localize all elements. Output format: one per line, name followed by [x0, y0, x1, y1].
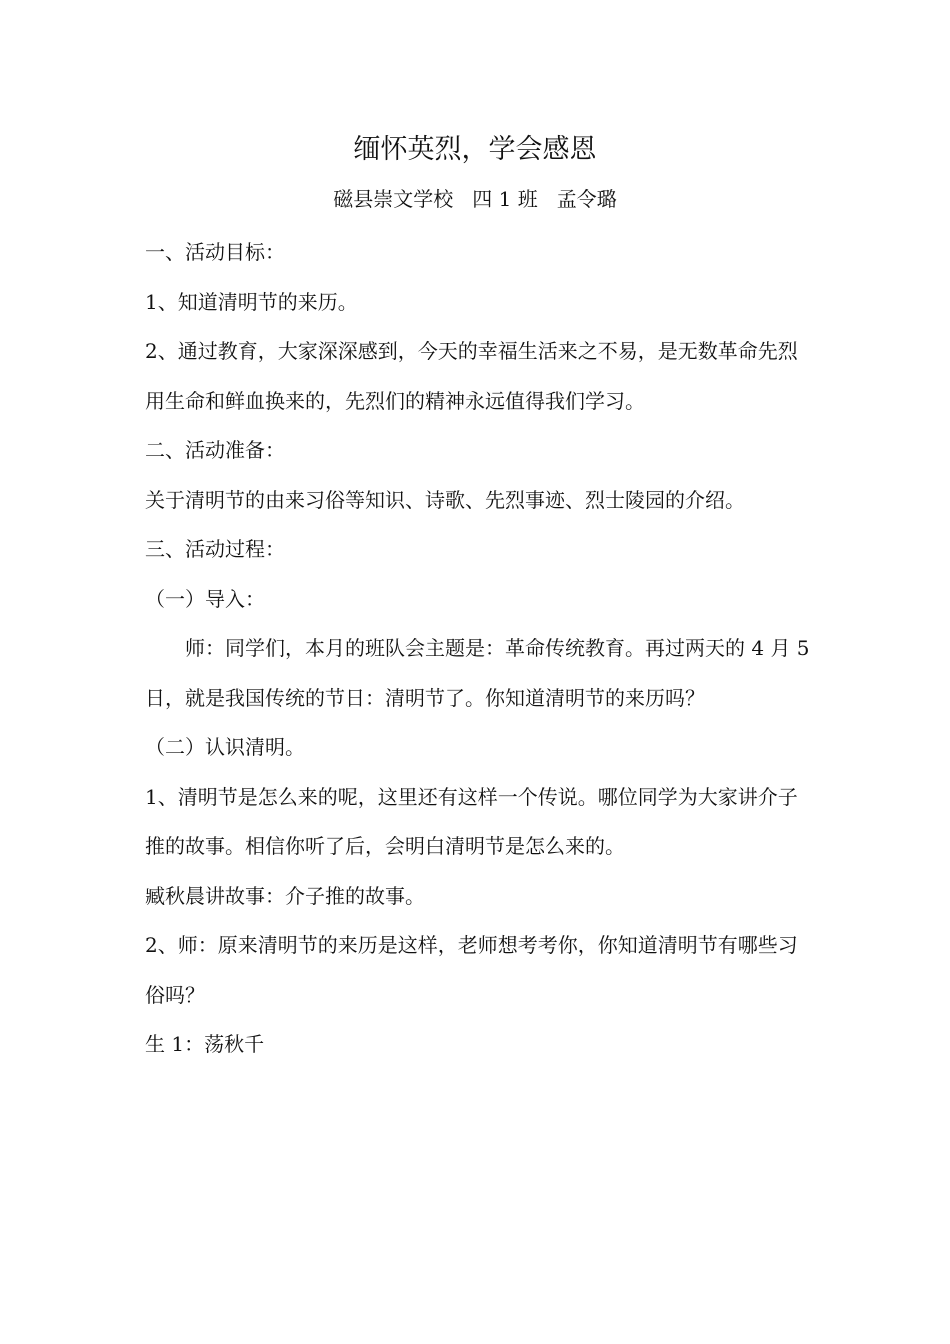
- document-body: [145, 228, 816, 1070]
- goal-1: 1、知道清明节的来历。: [145, 289, 358, 314]
- story-line: 臧秋晨讲故事：介子推的故事。: [145, 883, 425, 908]
- heading-goals: 一、活动目标：: [145, 240, 285, 264]
- subheading-intro: （一）导入：: [145, 586, 265, 611]
- qingming-item-2: 2、师：原来清明节的来历是这样，老师想考考你，你知道清明节有哪些习俗吗？: [145, 933, 798, 1007]
- heading-preparation: 二、活动准备：: [145, 438, 285, 462]
- subheading-qingming: （二）认识清明。: [145, 735, 305, 759]
- preparation-text: 关于清明节的由来习俗等知识、诗歌、先烈事迹、烈士陵园的介绍。: [145, 487, 745, 512]
- heading-process: 三、活动过程：: [145, 537, 285, 561]
- document-subtitle: 磁县崇文学校 四 1 班 孟令璐: [333, 187, 617, 211]
- student-answer-1: 生 1：荡秋千: [145, 1032, 265, 1056]
- goal-2: 2、通过教育，大家深深感到，今天的幸福生活来之不易，是无数革命先烈用生命和鲜血换来的，先烈们的精神永远值得我们学习。: [145, 339, 798, 413]
- document-title: 缅怀英烈，学会感恩: [353, 134, 597, 165]
- qingming-item-1: 1、清明节是怎么来的呢，这里还有这样一个传说。哪位同学为大家讲介子推的故事。相信你听了后，会明白清明节是怎么来的。: [145, 784, 798, 858]
- intro-text: 师：同学们，本月的班队会主题是：革命传统教育。再过两天的 4 月 5 日，就是我国传统的节日：清明节了。你知道清明节的来历吗？: [145, 636, 816, 710]
